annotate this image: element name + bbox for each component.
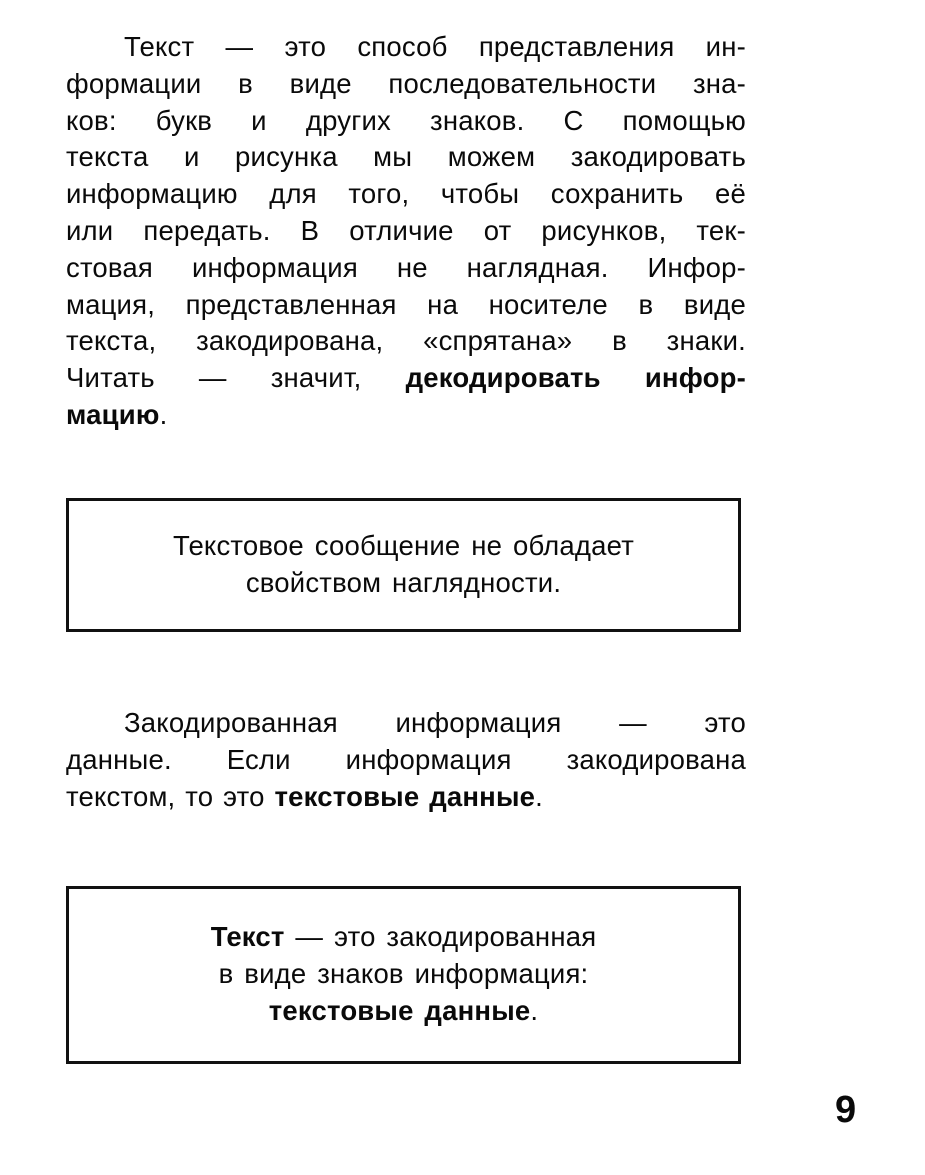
box-line xyxy=(69,919,738,956)
page-number: 9 xyxy=(835,1089,857,1131)
plain-text: Читать — значит, xyxy=(66,362,406,394)
paragraph-line: Текст — это способ представления ин- xyxy=(124,31,746,62)
paragraph-line: или передать. В отличие от рисунков, тек- xyxy=(66,214,746,246)
paragraph-line: формации в виде последовательности зна- xyxy=(66,67,746,99)
plain-text: . xyxy=(530,994,539,1026)
plain-text: . xyxy=(535,780,543,812)
bold-term: мацию xyxy=(66,398,160,430)
box-line: в виде знаков информация: xyxy=(218,957,589,989)
paragraph-line: стовая информация не наглядная. Инфор- xyxy=(66,251,746,283)
bold-term: декодировать инфор- xyxy=(405,362,746,394)
paragraph-line: данные. Если информация закодирована xyxy=(66,743,746,775)
paragraph-line xyxy=(66,779,746,816)
bold-term: текстовые данные xyxy=(268,994,531,1026)
plain-text: текстом, то это xyxy=(66,780,275,812)
paragraph-line: информацию для того, чтобы сохранить её xyxy=(66,178,746,210)
paragraph-line: Закодированная информация — это xyxy=(124,707,746,738)
box-line: свойством наглядности. xyxy=(245,566,562,598)
paragraph-line: текста, закодирована, «спрятана» в знаки. xyxy=(66,325,746,357)
definition-box-visuality xyxy=(66,498,741,632)
paragraph-line xyxy=(66,360,746,397)
box-line: Текстовое сообщение не обладает xyxy=(172,530,635,561)
paragraph-line: текста и рисунка мы можем закодировать xyxy=(66,141,746,173)
paragraph-line: мация, представленная на носителе в виде xyxy=(66,288,746,320)
bold-term: текстовые данные xyxy=(274,780,536,812)
box-line xyxy=(69,993,738,1030)
plain-text: . xyxy=(159,398,168,430)
paragraph-line xyxy=(66,397,746,434)
definition-box-text xyxy=(66,886,741,1064)
bold-term: Текст xyxy=(210,921,285,952)
intro-paragraph xyxy=(66,29,746,434)
plain-text: — это закодированная xyxy=(284,921,597,952)
paragraph-line: ков: букв и других знаков. С помощью xyxy=(66,104,746,136)
encoded-info-paragraph xyxy=(66,705,746,815)
